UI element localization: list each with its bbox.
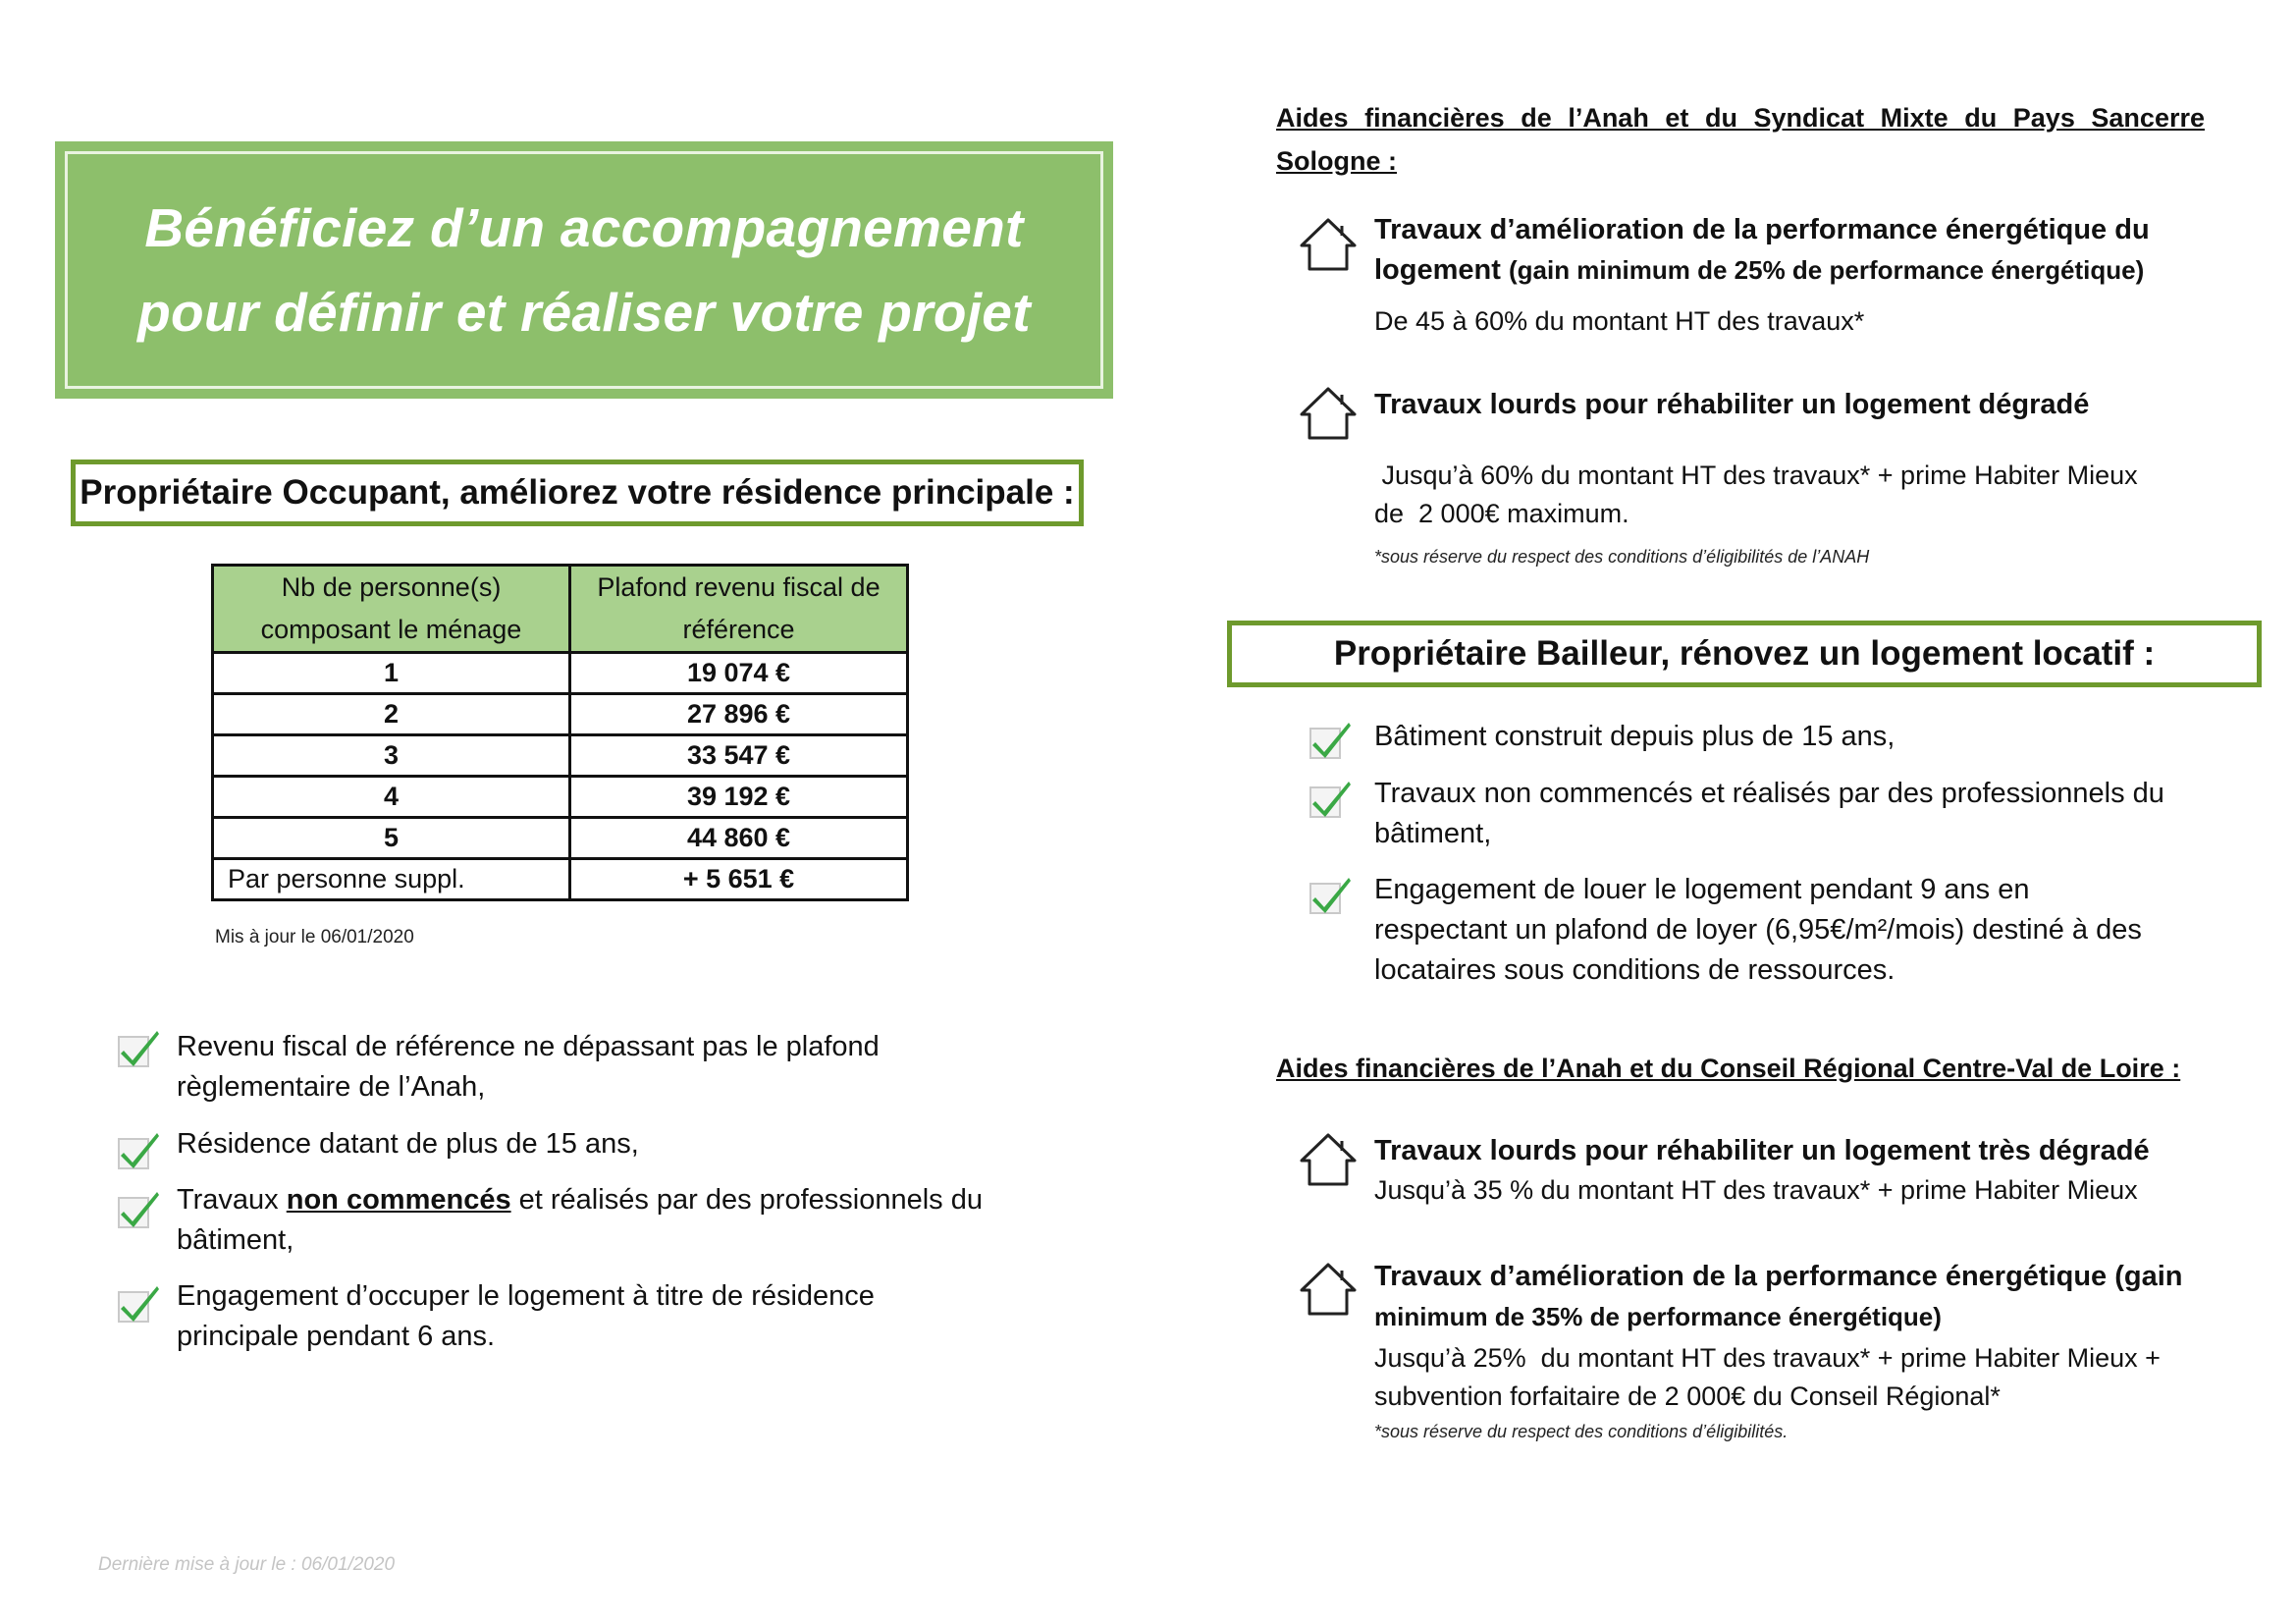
eligibility-note: *sous réserve du respect des conditions d’éligibilités. (1374, 1422, 1789, 1441)
table-header-row (213, 566, 908, 653)
anah-pays-heading (1276, 96, 2205, 183)
aid-description: De 45 à 60% du montant HT des travaux* (1374, 306, 1865, 336)
check-icon (116, 1186, 161, 1231)
check-icon (116, 1025, 161, 1070)
income-ceiling-table (211, 564, 909, 901)
table-cell-plafond: 39 192 € (570, 777, 908, 818)
bailleur-title-box (1227, 621, 2262, 687)
bailleur-condition-2 (1374, 774, 2164, 854)
table-cell-plafond: 44 860 € (570, 818, 908, 859)
header-household-size (213, 566, 570, 653)
anah-region-aid-2 (1374, 1257, 2183, 1442)
table-cell-n: 2 (213, 694, 570, 735)
anah-region-aid-1 (1374, 1131, 2150, 1210)
aid-title: Travaux lourds pour réhabiliter un logement très dégradé (1374, 1135, 2150, 1166)
condition-line: Engagement d’occuper le logement à titre de résidence (177, 1280, 875, 1312)
occupant-title-box (71, 460, 1084, 526)
banner-frame (65, 151, 1103, 389)
anah-pays-aid-1 (1374, 210, 2150, 341)
condition-text: et réalisés par des professionnels du (510, 1184, 983, 1216)
footer-update-date: Dernière mise à jour le : 06/01/2020 (98, 1554, 396, 1575)
header-cell-line: référence (682, 615, 795, 644)
occupant-condition-2 (177, 1124, 639, 1164)
condition-line: locataires sous conditions de ressources. (1374, 954, 1896, 986)
check-icon (1308, 717, 1353, 762)
check-icon (116, 1127, 161, 1172)
header-banner (55, 141, 1113, 399)
table-update-note: Mis à jour le 06/01/2020 (215, 927, 414, 947)
table-cell-n: 5 (213, 818, 570, 859)
aid-title: minimum de 35% de performance énergétique) (1374, 1302, 1942, 1331)
table-row (213, 653, 908, 694)
condition-emphasis: non commencés (286, 1184, 511, 1216)
occupant-title: Propriétaire Occupant, améliorez votre résidence principale : (80, 473, 1075, 512)
condition-line: bâtiment, (177, 1224, 294, 1256)
condition-line (177, 1180, 983, 1220)
condition-line: bâtiment, (1374, 818, 1492, 849)
condition-line: Bâtiment construit depuis plus de 15 ans, (1374, 721, 1896, 752)
table-row (213, 777, 908, 818)
condition-text: Travaux (177, 1184, 287, 1216)
heading-line: Sologne : (1276, 146, 1397, 176)
table-cell-n: 3 (213, 735, 570, 777)
bailleur-condition-3 (1374, 870, 2142, 991)
banner-line-2: pour définir et réaliser votre projet (137, 282, 1031, 343)
occupant-condition-1 (177, 1027, 880, 1108)
heading-line: Aides financières de l’Anah et du Syndicat Mixte du Pays Sancerre (1276, 103, 2205, 133)
house-icon (1298, 216, 1359, 273)
occupant-condition-3 (177, 1180, 983, 1261)
aid-title-main: logement (1374, 254, 1509, 286)
condition-line: Résidence datant de plus de 15 ans, (177, 1128, 639, 1160)
aid-title-detail: (gain minimum de 25% de performance énergétique) (1508, 255, 2145, 285)
aid-description: Jusqu’à 25% du montant HT des travaux* + prime Habiter Mieux + (1374, 1343, 2161, 1373)
bailleur-title: Propriétaire Bailleur, rénovez un logement locatif : (1333, 634, 2156, 673)
header-income-ceiling (570, 566, 908, 653)
aid-title: Travaux lourds pour réhabiliter un logement dégradé (1374, 389, 2090, 420)
table-cell-plafond: 27 896 € (570, 694, 908, 735)
house-icon (1298, 385, 1359, 442)
anah-region-heading: Aides financières de l’Anah et du Conseil Régional Centre-Val de Loire : (1276, 1054, 2181, 1083)
house-icon (1298, 1131, 1359, 1188)
banner-line-1: Bénéficiez d’un accompagnement (144, 197, 1024, 258)
occupant-condition-4 (177, 1276, 875, 1357)
aid-description: Jusqu’à 60% du montant HT des travaux* + prime Habiter Mieux (1374, 460, 2138, 490)
aid-title: Travaux d’amélioration de la performance énergétique (gain (1374, 1261, 2183, 1292)
check-icon (1308, 776, 1353, 821)
aid-title (1374, 250, 2150, 291)
table-row (213, 694, 908, 735)
aid-description: subvention forfaitaire de 2 000€ du Conseil Régional* (1374, 1381, 2001, 1411)
aid-description: de 2 000€ maximum. (1374, 499, 1629, 528)
table-row (213, 818, 908, 859)
table-row (213, 735, 908, 777)
header-cell-line: Nb de personne(s) (281, 572, 502, 602)
condition-line: Engagement de louer le logement pendant 9 ans en (1374, 874, 2030, 905)
table-cell-n: Par personne suppl. (213, 859, 570, 900)
check-icon (1308, 872, 1353, 917)
table-cell-plafond: 33 547 € (570, 735, 908, 777)
aid-description: Jusqu’à 35 % du montant HT des travaux* + prime Habiter Mieux (1374, 1175, 2138, 1205)
table-cell-plafond: 19 074 € (570, 653, 908, 694)
table-cell-plafond: + 5 651 € (570, 859, 908, 900)
table-row (213, 859, 908, 900)
anah-pays-aid-2 (1374, 385, 2138, 568)
condition-line: règlementaire de l’Anah, (177, 1071, 486, 1103)
table-cell-n: 4 (213, 777, 570, 818)
condition-line: principale pendant 6 ans. (177, 1321, 496, 1352)
condition-line: respectant un plafond de loyer (6,95€/m²/mois) destiné à des (1374, 914, 2142, 946)
eligibility-note: *sous réserve du respect des conditions d’éligibilités de l’ANAH (1374, 547, 1870, 567)
condition-line: Travaux non commencés et réalisés par des professionnels du (1374, 778, 2164, 809)
table-cell-n: 1 (213, 653, 570, 694)
check-icon (116, 1280, 161, 1326)
house-icon (1298, 1261, 1359, 1318)
aid-title: Travaux d’amélioration de la performance énergétique du (1374, 214, 2150, 245)
bailleur-condition-1 (1374, 717, 1895, 757)
condition-line: Revenu fiscal de référence ne dépassant pas le plafond (177, 1031, 880, 1062)
header-cell-line: Plafond revenu fiscal de (597, 572, 881, 602)
header-cell-line: composant le ménage (260, 615, 522, 644)
